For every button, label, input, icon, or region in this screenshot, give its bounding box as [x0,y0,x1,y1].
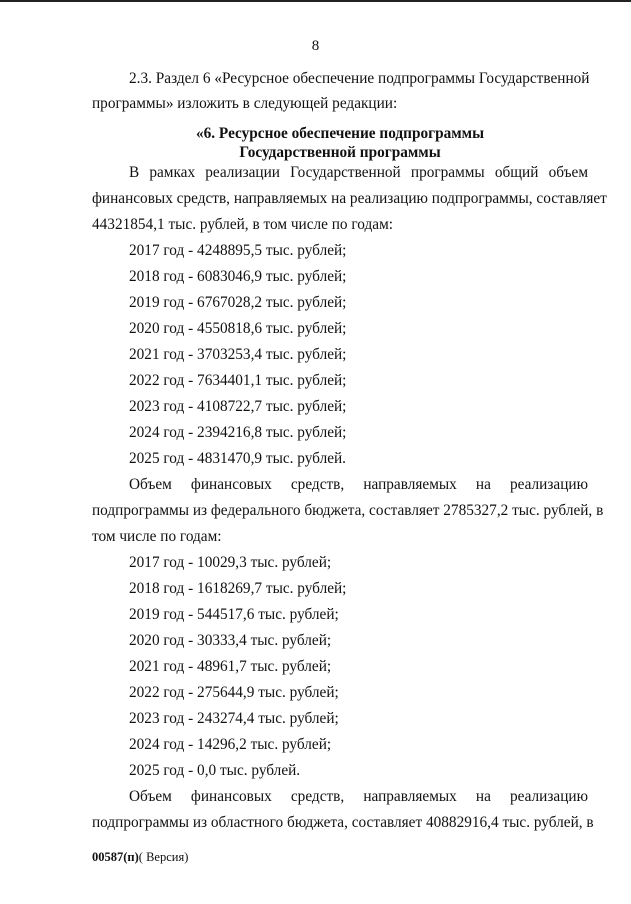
year-entry: 2020 год - 30333,4 тыс. рублей; [129,632,332,649]
year-entry: 2025 год - 4831470,9 тыс. рублей. [129,450,347,467]
year-entry: 2023 год - 4108722,7 тыс. рублей; [129,398,347,415]
intro-line: 2.3. Раздел 6 «Ресурсное обеспечение подпрограммы Государственной [129,70,590,87]
section-title-line: Государственной программы [239,144,441,161]
year-entry: 2019 год - 544517,6 тыс. рублей; [129,606,339,623]
document-footer [92,850,188,865]
year-entry: 2018 год - 1618269,7 тыс. рублей; [129,580,347,597]
paragraph-line: финансовых средств, направляемых на реализацию подпрограммы, составляет [92,190,607,207]
year-entry: 2025 год - 0,0 тыс. рублей. [129,762,301,779]
year-entry: 2024 год - 14296,2 тыс. рублей; [129,736,332,753]
paragraph-line: Объем финансовых средств, направляемых на реализацию [129,788,588,805]
paragraph-line: том числе по годам: [92,528,222,545]
paragraph-line: Объем финансовых средств, направляемых на реализацию [129,476,588,493]
page-top-edge [0,0,631,2]
year-entry: 2021 год - 3703253,4 тыс. рублей; [129,346,347,363]
year-entry: 2023 год - 243274,4 тыс. рублей; [129,710,339,727]
intro-line: программы» изложить в следующей редакции: [92,95,398,112]
section-title-line: «6. Ресурсное обеспечение подпрограммы [195,125,485,142]
paragraph-line: В рамках реализации Государственной программы общий объем [129,164,588,181]
year-entry: 2017 год - 10029,3 тыс. рублей; [129,554,332,571]
year-entry: 2022 год - 7634401,1 тыс. рублей; [129,372,347,389]
year-entry: 2024 год - 2394216,8 тыс. рублей; [129,424,347,441]
year-entry: 2022 год - 275644,9 тыс. рублей; [129,684,339,701]
paragraph-line: подпрограммы из федерального бюджета, составляет 2785327,2 тыс. рублей, в [92,502,604,519]
document-body [92,68,607,838]
paragraph-line: подпрограммы из областного бюджета, составляет 40882916,4 тыс. рублей, в [92,814,594,831]
paragraph-line: 44321854,1 тыс. рублей, в том числе по годам: [92,216,394,233]
page-number: 8 [311,38,320,54]
year-entry: 2020 год - 4550818,6 тыс. рублей; [129,320,347,337]
year-entry: 2019 год - 6767028,2 тыс. рублей; [129,294,347,311]
footer-code: 00587(п) [92,850,139,864]
year-entry: 2021 год - 48961,7 тыс. рублей; [129,658,332,675]
year-entry: 2017 год - 4248895,5 тыс. рублей; [129,242,347,259]
year-entry: 2018 год - 6083046,9 тыс. рублей; [129,268,347,285]
footer-version: ( Версия) [138,850,189,864]
